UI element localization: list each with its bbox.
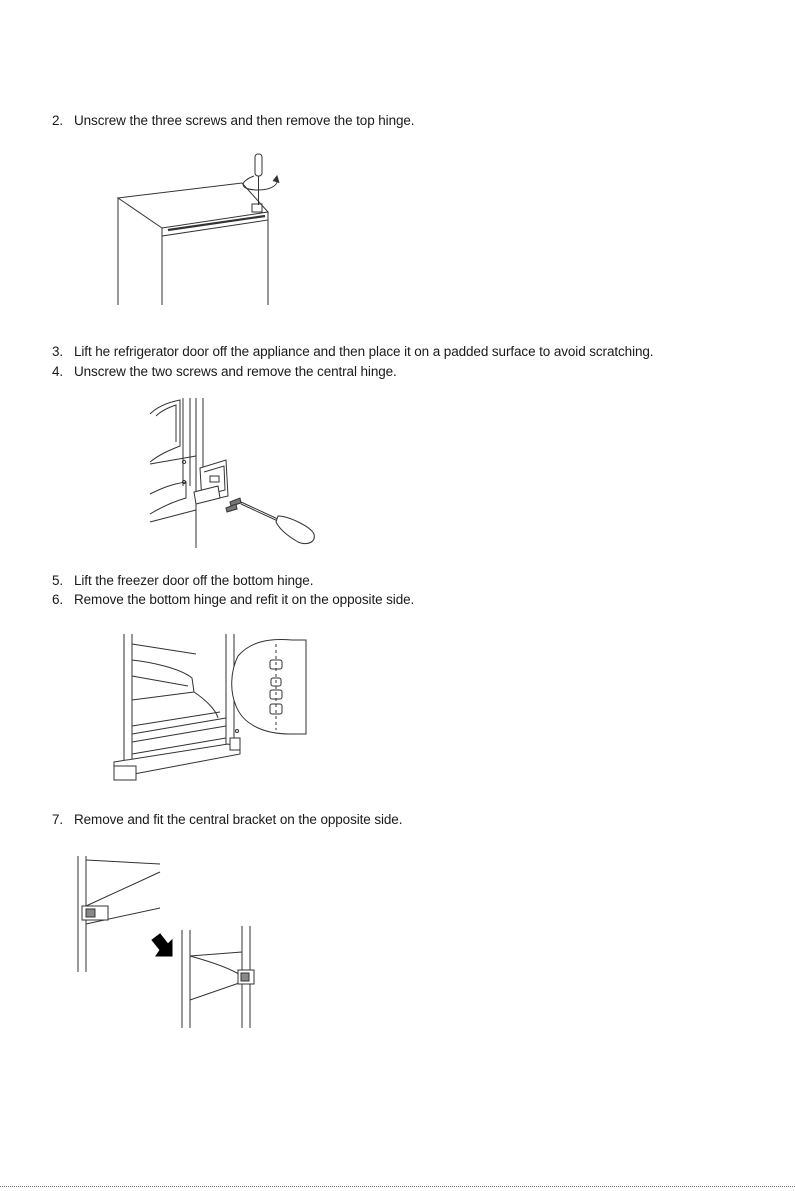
bottom-hinge-diagram — [110, 630, 315, 788]
screwdriver-icon — [255, 154, 262, 176]
top-hinge-diagram — [110, 150, 290, 310]
step-3 — [52, 343, 653, 360]
screwdriver-icon — [276, 516, 314, 544]
step-6 — [52, 591, 414, 608]
step-text: Lift he refrigerator door off the appliance and then place it on a padded surface to avoid scratching. — [74, 344, 654, 359]
step-text: Remove the bottom hinge and refit it on the opposite side. — [74, 592, 415, 607]
step-5 — [52, 572, 313, 589]
step-number: 4. — [52, 364, 64, 379]
rotation-arrow-icon — [243, 176, 277, 190]
step-7 — [52, 811, 402, 828]
step-text: Remove and fit the central bracket on the opposite side. — [74, 812, 403, 827]
step-number: 5. — [52, 573, 64, 588]
step-text: Unscrew the three screws and then remove the top hinge. — [74, 113, 415, 128]
step-text: Lift the freezer door off the bottom hinge. — [74, 573, 314, 588]
step-number: 7. — [52, 812, 64, 827]
step-number: 3. — [52, 344, 64, 359]
central-hinge-diagram — [148, 398, 323, 553]
step-2 — [52, 112, 414, 129]
central-bracket-diagram — [72, 852, 272, 1030]
step-4 — [52, 363, 397, 380]
step-text: Unscrew the two screws and remove the central hinge. — [74, 364, 397, 379]
step-number: 2. — [52, 113, 64, 128]
page-footer-rule — [0, 1186, 795, 1187]
move-arrow-icon — [152, 934, 172, 956]
step-number: 6. — [52, 592, 64, 607]
